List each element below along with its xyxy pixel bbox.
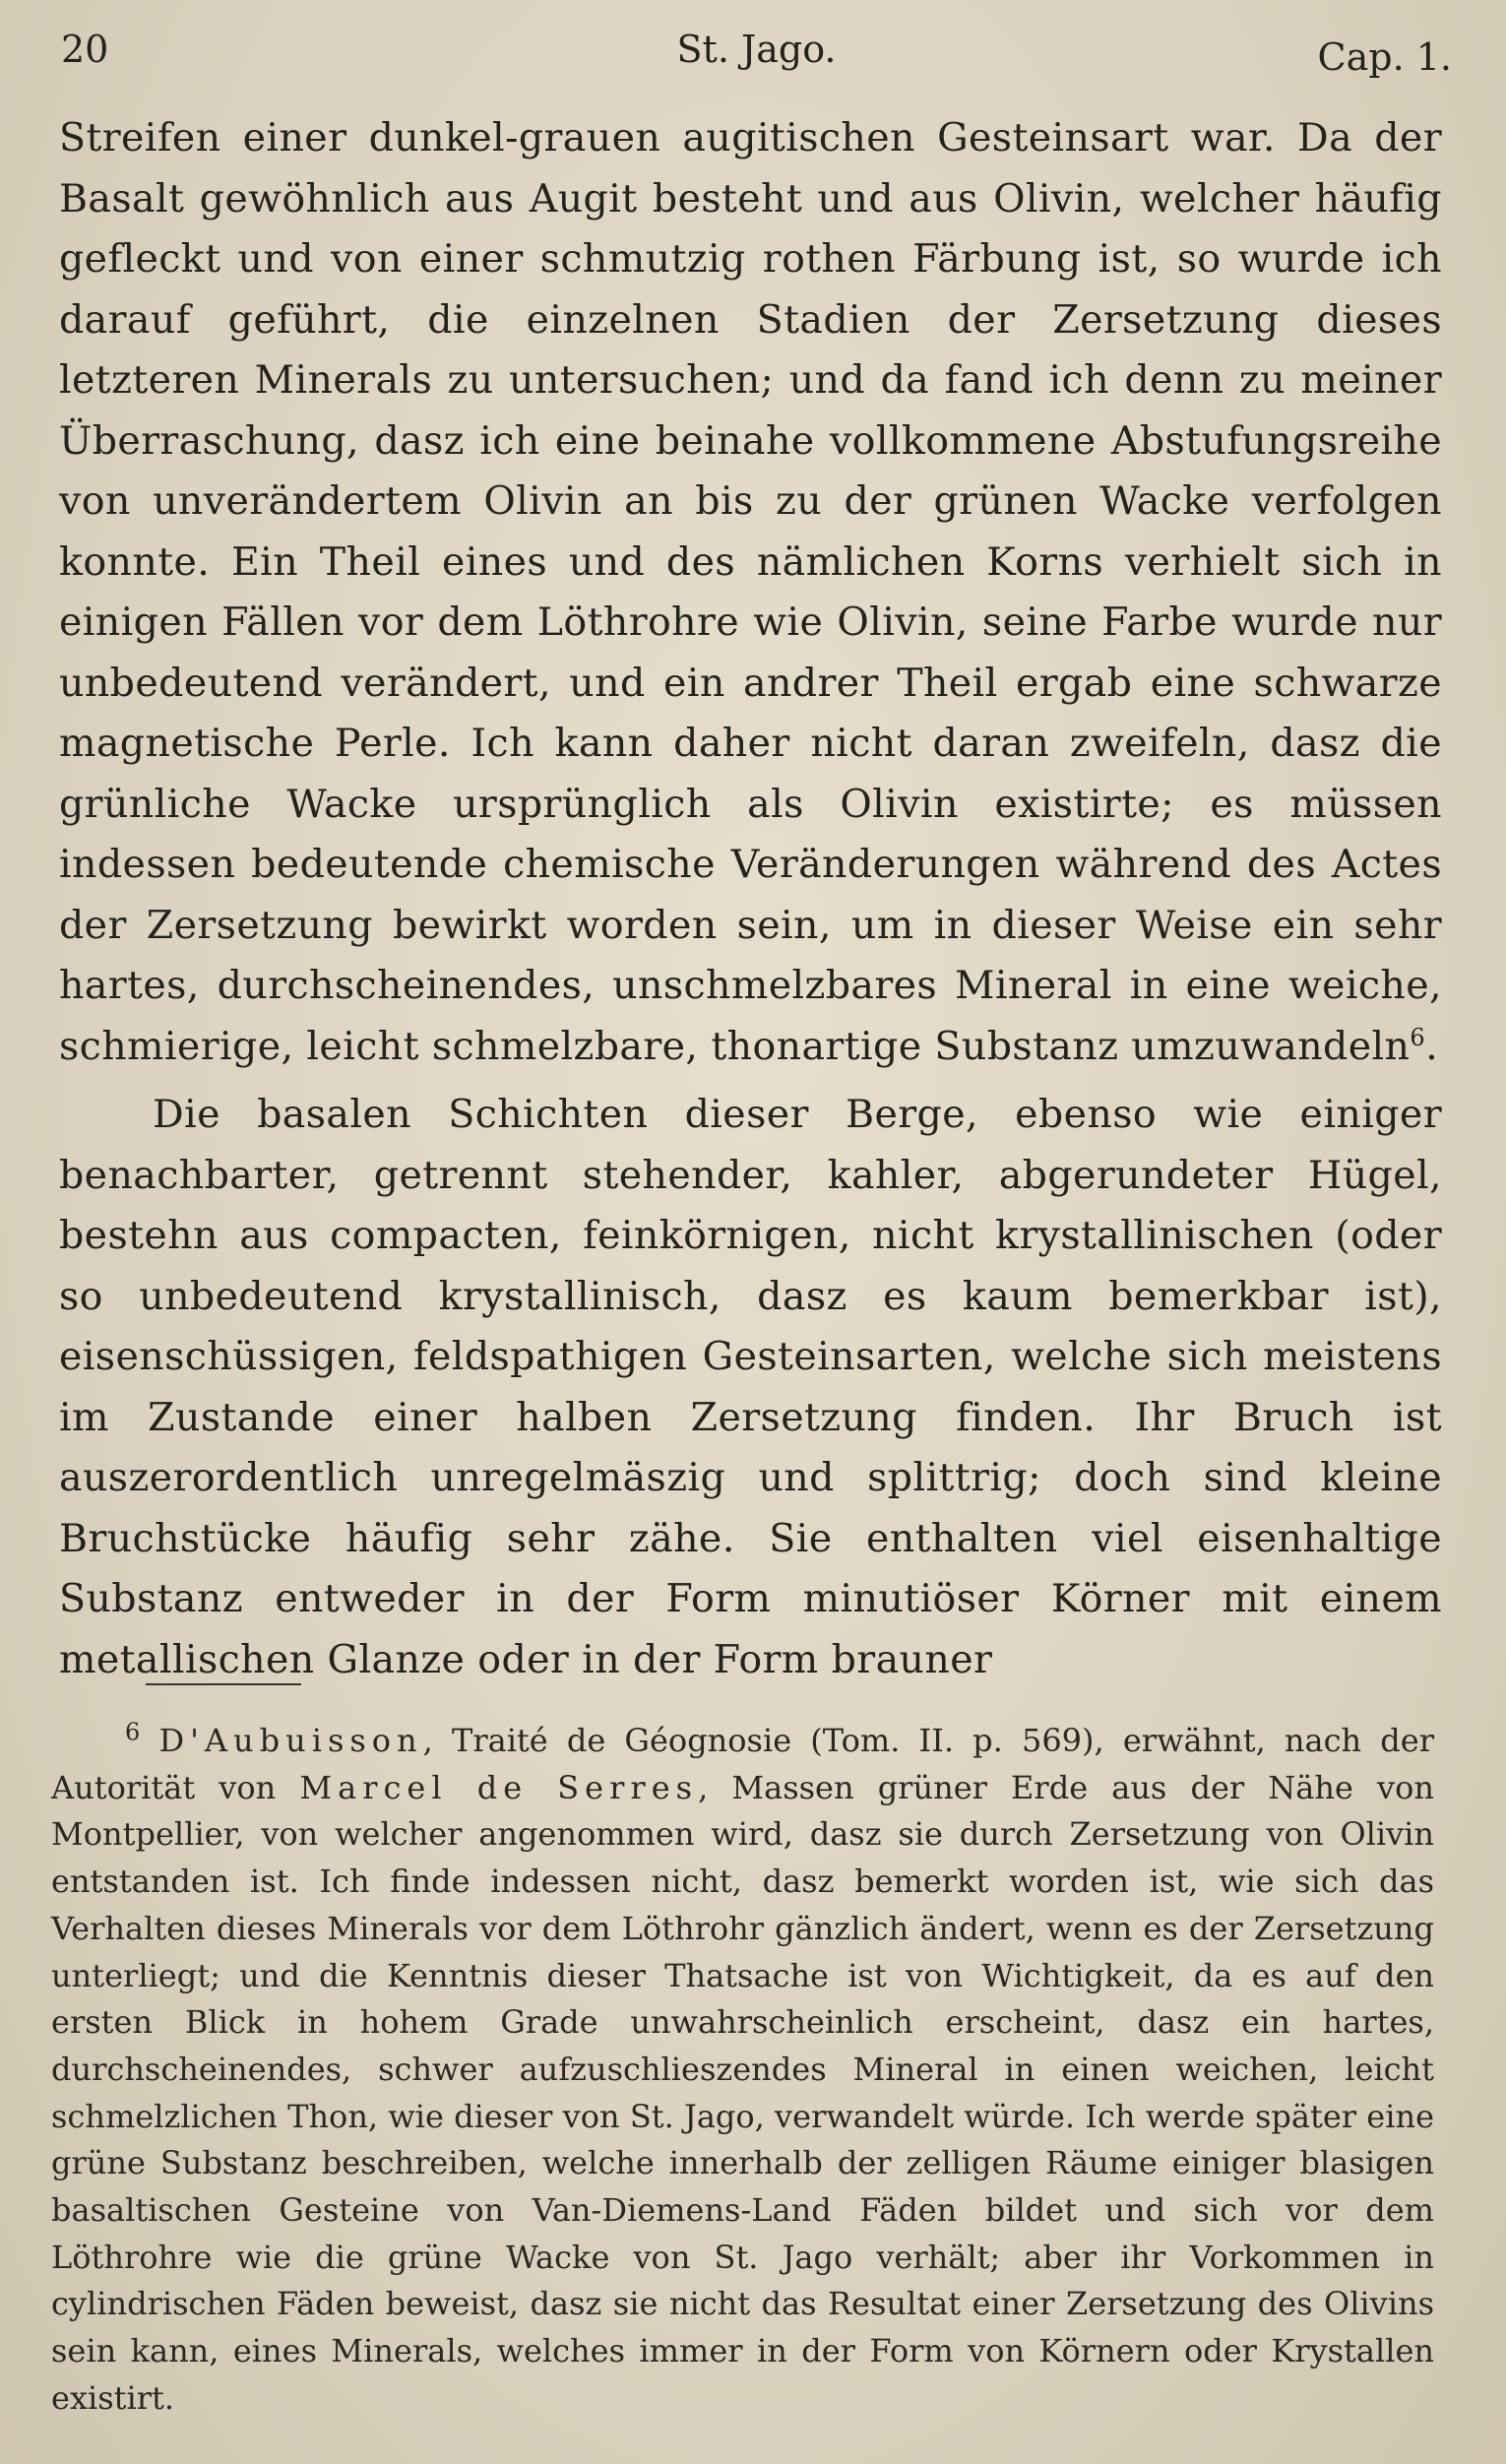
footnote-text-1: , Traité de Géognosie (Tom. II. p. 569), erwähnt, nach der Autorität von: [51, 1722, 1435, 1806]
footnote-author-2: Marcel de Serres: [299, 1768, 699, 1806]
paragraph-1-text: Streifen einer dunkel-grauen augitischen Gesteinsart war. Da der Basalt gewöhnlich aus Augit besteht und aus Olivin, welcher häufig gefleckt und von einer schmutzig rothen Färbung ist, so wurde ich darauf geführt, die einzelnen Stadien der Zersetzung dieses letzteren Minerals zu untersuchen; und da fand ich denn zu meiner Überraschung, dasz ich eine beinahe vollkommene Abstufungsreihe von unverändertem Olivin an bis zu der grünen Wacke verfolgen konnte. Ein Theil eines und des nämlichen Korns verhielt sich in einigen Fällen vor dem Löthrohre wie Olivin, seine Farbe wurde nur unbedeutend verändert, und ein andrer Theil ergab eine schwarze magnetische Perle. Ich kann daher nicht daran zweifeln, dasz die grünliche Wacke ursprünglich als Olivin existirte; es müssen indessen bedeutende chemische Veränderungen während des Actes der Zersetzung bewirkt worden sein, um in dieser Weise ein sehr hartes, durchscheinendes, unschmelzbares Mineral in eine weiche, schmierige, leicht schmelzbare, thonartige Substanz umzuwandeln: [59, 115, 1442, 1069]
footnote-separator: [146, 1683, 301, 1685]
footnote-text-2: , Massen grüner Erde aus der Nähe von Montpellier, von welcher angenommen wird, dasz sie durch Zersetzung von Olivin entstanden ist. Ich finde indessen nicht, dasz bemerkt worden ist, wie sich das Verhalten dieses Minerals vor dem Löthrohr gänzlich ändert, wenn es der Zersetzung unterliegt; und die Kenntnis dieser Thatsache ist von Wichtigkeit, da es auf den ersten Blick in hohem Grade unwahrscheinlich erscheint, dasz ein hartes, durchscheinendes, schwer aufzuschlieszendes Mineral in einen weichen, leicht schmelzlichen Thon, wie dieser von St. Jago, verwandelt würde. Ich werde später eine grüne Substanz beschreiben, welche innerhalb der zelligen Räume einiger blasigen basaltischen Gesteine von Van-Diemens-Land Fäden bildet und sich vor dem Löthrohre wie die grüne Wacke von St. Jago verhält; aber ihr Vorkommen in cylindrischen Fäden beweist, dasz sie nicht das Resultat einer Zersetzung des Olivins sein kann, eines Minerals, welches immer in der Form von Körnern oder Krystallen existirt.: [51, 1768, 1435, 2417]
footnote-author-1: D'Aubuisson: [158, 1722, 423, 1759]
running-title: St. Jago.: [676, 28, 837, 71]
paragraph-1: [59, 108, 1442, 1077]
footnote-mark: 6: [125, 1718, 141, 1746]
footnote: [51, 1718, 1434, 2423]
paragraph-2: Die basalen Schichten dieser Berge, ebenso wie einiger benachbarter, getrennt stehender, kahler, abgerundeter Hügel, bestehn aus compacten, feinkörnigen, nicht krystallinischen (oder so unbedeutend krystallinisch, dasz es kaum bemerkbar ist), eisenschüssigen, feldspathigen Gesteinsarten, welche sich meistens im Zustande einer halben Zersetzung finden. Ihr Bruch ist auszerordentlich unregelmäszig und splittrig; doch sind kleine Bruchstücke häufig sehr zähe. Sie enthalten viel eisenhaltige Substanz entweder in der Form minutiöser Körner mit einem metallischen Glanze oder in der Form brauner: [59, 1092, 1442, 1682]
page-header: [61, 20, 1452, 79]
footnote-reference: 6: [1410, 1023, 1426, 1051]
page-number: 20: [61, 28, 109, 71]
main-text: [59, 108, 1442, 1690]
footnote-paragraph: [51, 1718, 1434, 2423]
paragraph-1-end: .: [1425, 1023, 1439, 1069]
chapter-label: Cap. 1.: [1317, 35, 1452, 79]
